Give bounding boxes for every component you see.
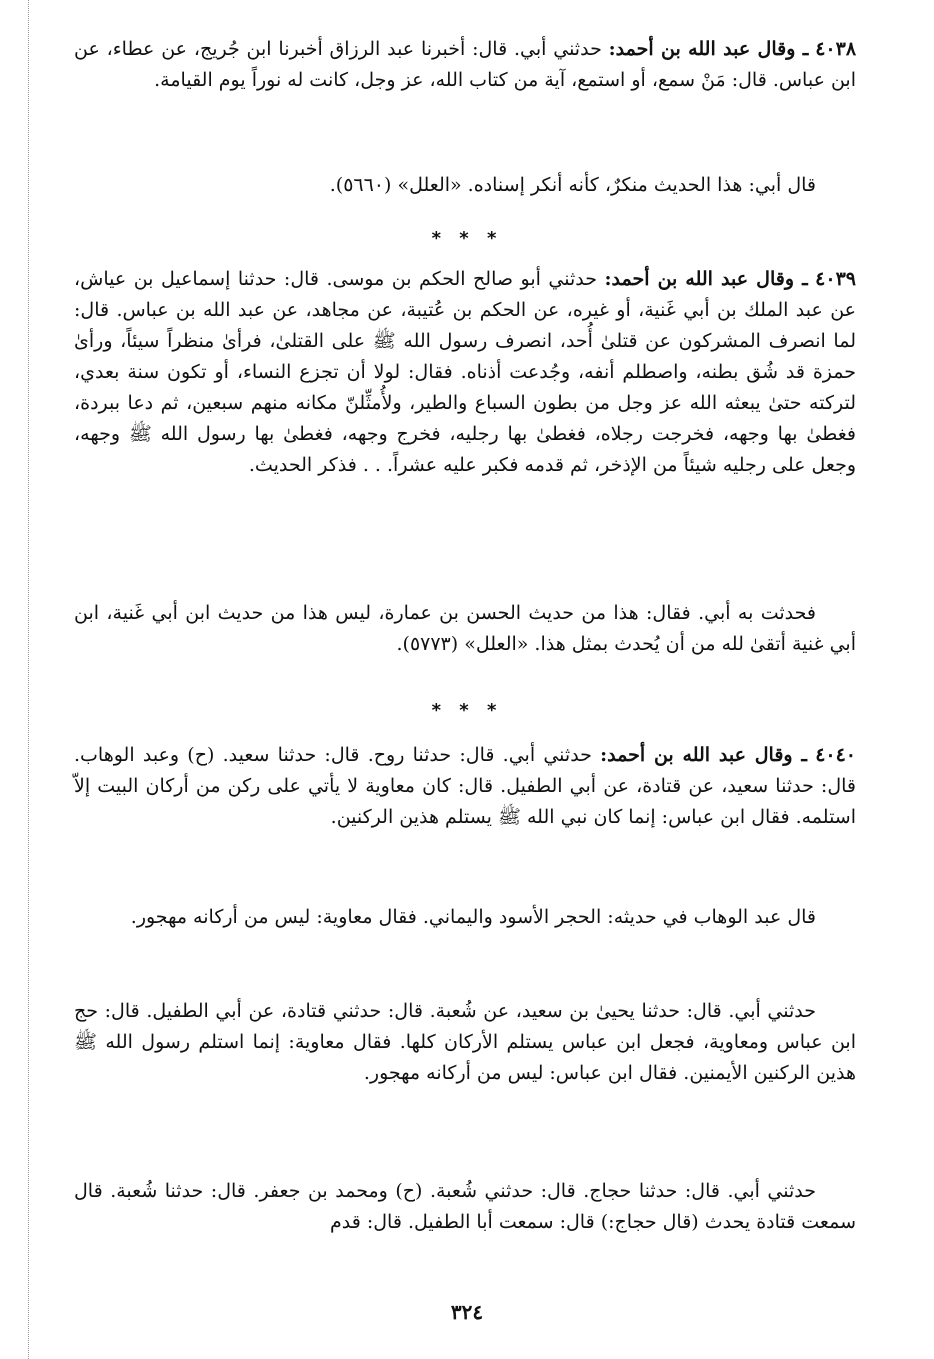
hadith-note: حدثني أبي. قال: حدثنا يحيىٰ بن سعيد، عن شُعبة. قال: حدثني قتادة، عن أبي الطفيل. قال: حج ابن عباس ومعاوية، فجعل ابن عباس يستلم الأركان كلها. فقال معاوية: إنما استلم رسول الله ﷺ هذين الركنين الأيمنين. فقال ابن عباس: ليس من أركانه مهجور. <box>74 1000 856 1084</box>
hadith-note: فحدثت به أبي. فقال: هذا من حديث الحسن بن عمارة، ليس هذا من حديث ابن أبي غَنية، ابن أبي غنية أتقىٰ لله من أن يُحدث بمثل هذا. «العلل» (٥٧٧٣). <box>74 602 856 655</box>
page-number: ٣٢٤ <box>450 1300 484 1324</box>
hadith-number: ٤٠٣٩ <box>815 268 856 290</box>
hadith-note: قال أبي: هذا الحديث منكرٌ، كأنه أنكر إسناده. «العلل» (٥٦٦٠). <box>329 174 816 196</box>
hadith-entry-4040 <box>74 740 856 833</box>
hadith-lead: ـ وقال عبد الله بن أحمد: <box>604 268 808 290</box>
section-separator: * * * <box>431 228 503 249</box>
hadith-text: حدثني أبي. قال: حدثنا روح. قال: حدثنا سعيد. (ح) وعبد الوهاب. قال: حدثنا سعيد، عن قتادة، عن أبي الطفيل. قال: كان معاوية لا يأتي على ركن من أركان البيت إلاّ استلمه. فقال ابن عباس: إنما كان نبي الله ﷺ يستلم هذين الركنين. <box>74 744 856 828</box>
hadith-text: حدثني أبي. قال: أخبرنا عبد الرزاق أخبرنا ابن جُريج، عن عطاء، عن ابن عباس. قال: مَنْ سمع، أو استمع، آية من كتاب الله، عز وجل، كانت له نوراً يوم القيامة. <box>74 38 856 91</box>
hadith-entry-4038 <box>74 34 856 96</box>
hadith-note: قال عبد الوهاب في حديثه: الحجر الأسود واليماني. فقال معاوية: ليس من أركانه مهجور. <box>130 906 816 928</box>
hadith-number: ٤٠٣٨ <box>815 38 857 60</box>
hadith-number: ٤٠٤٠ <box>815 744 857 766</box>
hadith-lead: ـ وقال عبد الله بن أحمد: <box>600 744 807 766</box>
hadith-text: حدثني أبو صالح الحكم بن موسى. قال: حدثنا إسماعيل بن عياش، عن عبد الملك بن أبي غَنية، أو غيره، عن الحكم بن عُتيبة، عن مجاهد، عن عبد الله بن عباس. قال: لما انصرف المشركون عن قتلىٰ أُحد، انصرف رسول الله ﷺ على القتلىٰ، فرأىٰ منظراً سيئاً، ورأىٰ حمزة قد شُق بطنه، واصطلم أنفه، وجُدعت أذناه. فقال: لولا أن تجزع النساء، أو تكون سنة بعدي، لتركته حتىٰ يبعثه الله عز وجل من بطون السباع والطير، ولأُمثِّلنّ مكانه منهم سبعين، ثم دعا ببردة، فغطىٰ بها وجهه، فخرجت رجلاه، فغطىٰ بها رجليه، فخرج وجهه، فغطىٰ بها رسول الله ﷺ وجهه، وجعل على رجليه شيئاً من الإذخر، ثم قدمه فكبر عليه عشراً. . . فذكر الحديث. <box>74 268 856 476</box>
section-separator: * * * <box>431 700 503 721</box>
hadith-entry-4039 <box>74 264 856 481</box>
page-fold-line <box>28 0 29 1359</box>
hadith-lead: ـ وقال عبد الله بن أحمد: <box>608 38 809 60</box>
hadith-note: حدثني أبي. قال: حدثنا حجاج. قال: حدثني شُعبة. (ح) ومحمد بن جعفر. قال: حدثنا شُعبة. قال سمعت قتادة يحدث (قال حجاج:) قال: سمعت أبا الطفيل. قال: قدم <box>74 1180 856 1233</box>
